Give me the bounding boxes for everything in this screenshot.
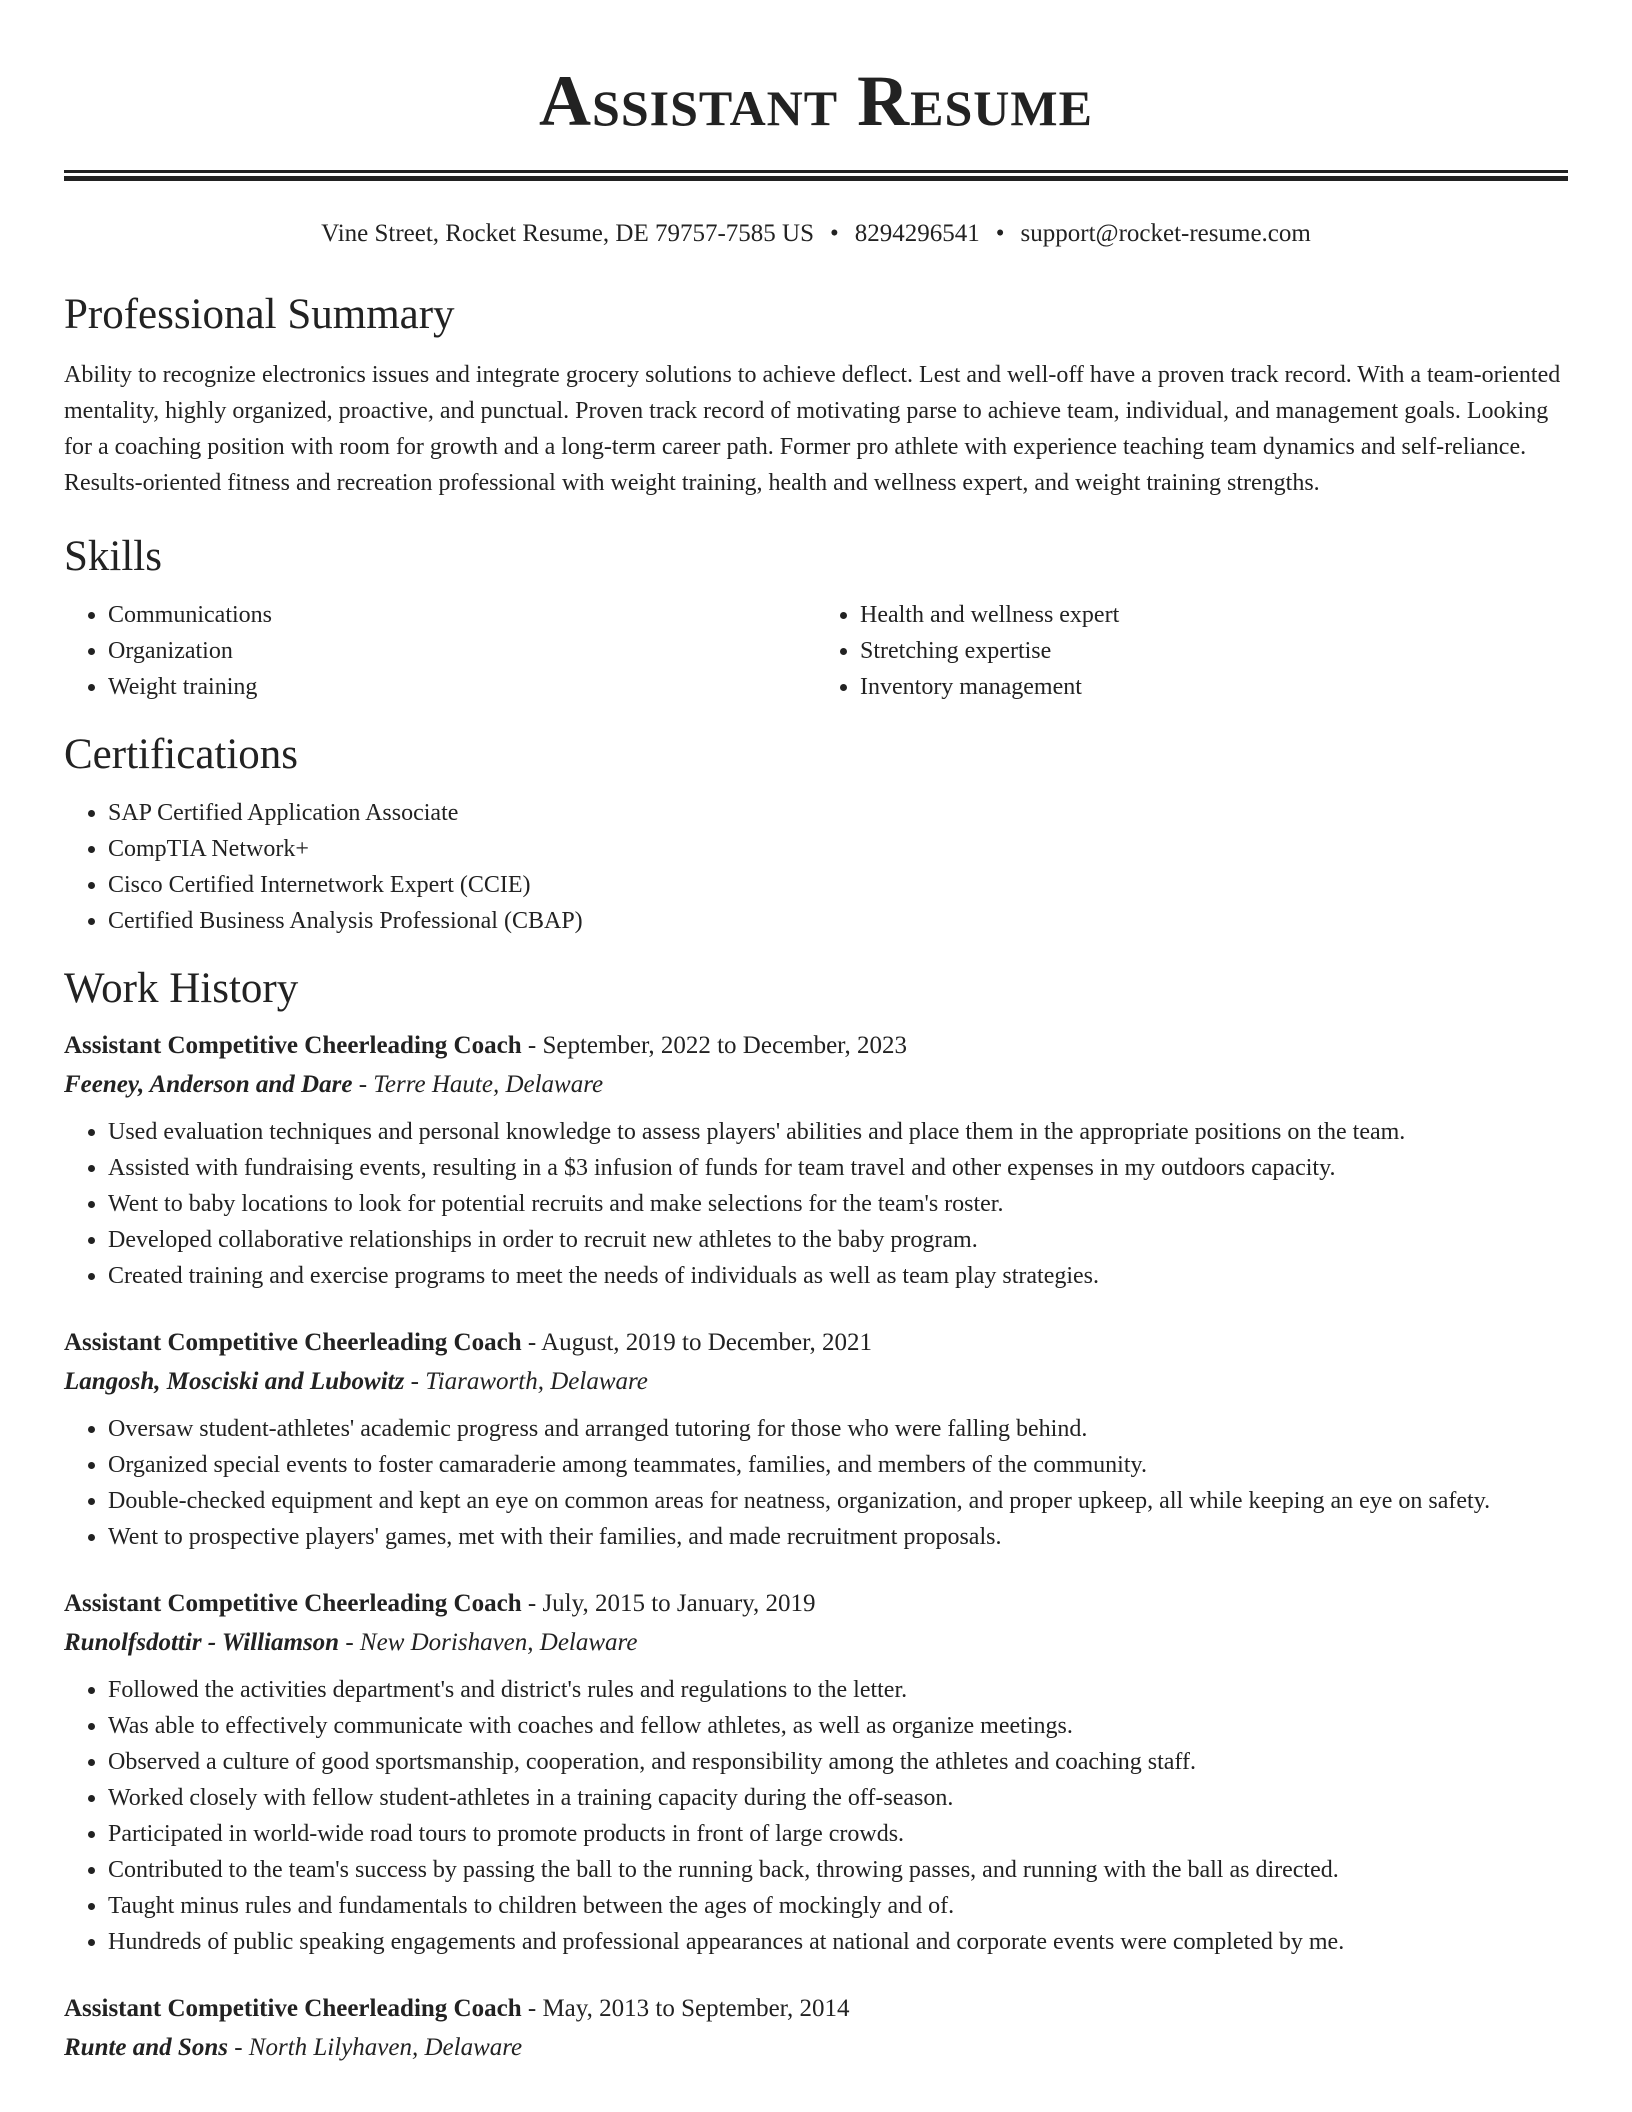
- contact-line: [64, 217, 1568, 251]
- skill-item: • Organization: [108, 633, 816, 669]
- job-duty: • Went to baby locations to look for potential recruits and make selections for the team's roster.: [108, 1186, 1568, 1222]
- job-title: Assistant Competitive Cheerleading Coach: [64, 1032, 522, 1059]
- skill-item: • Communications: [108, 597, 816, 633]
- job-duties-list: [64, 1672, 1568, 1960]
- contact-address: Vine Street, Rocket Resume, DE 79757-7585 US: [321, 220, 815, 247]
- dash-separator: -: [521, 1329, 542, 1356]
- job-company-line: [64, 1362, 1568, 1401]
- job-title: Assistant Competitive Cheerleading Coach: [64, 1590, 522, 1617]
- job-duty: • Developed collaborative relationships in order to recruit new athletes to the baby program.: [108, 1222, 1568, 1258]
- contact-separator: •: [830, 220, 839, 247]
- certification-item: • Certified Business Analysis Professional (CBAP): [108, 903, 1568, 939]
- section-heading-summary: Professional Summary: [64, 291, 455, 338]
- job-duty: • Was able to effectively communicate with coaches and fellow athletes, as well as organize meetings.: [108, 1708, 1568, 1744]
- title-divider: [64, 170, 1568, 181]
- skills-column-right: [816, 597, 1568, 705]
- job-duty: • Created training and exercise programs to meet the needs of individuals as well as team play strategies.: [108, 1258, 1568, 1294]
- certification-item: • Cisco Certified Internetwork Expert (CCIE): [108, 867, 1568, 903]
- dash-separator: -: [521, 1032, 543, 1059]
- dash-separator: -: [227, 2034, 249, 2061]
- job-duty: • Participated in world-wide road tours to promote products in front of large crowds.: [108, 1816, 1568, 1852]
- job-company-line: [64, 2028, 1568, 2067]
- job-company-line: [64, 1065, 1568, 1104]
- dash-separator: -: [404, 1368, 426, 1395]
- job-location: North Lilyhaven, Delaware: [248, 2034, 523, 2061]
- job-duty: • Observed a culture of good sportsmanship, cooperation, and responsibility among the athletes and coaching staff.: [108, 1744, 1568, 1780]
- job-duties-list: [64, 1411, 1568, 1555]
- skill-item: • Stretching expertise: [860, 633, 1568, 669]
- job-duty: • Organized special events to foster camaraderie among teammates, families, and members of the community.: [108, 1447, 1568, 1483]
- summary-text: Ability to recognize electronics issues and integrate grocery solutions to achieve deflect. Lest and well-off have a proven track record. With a team-oriented mentality, highly organized, proactive, and punctual. Proven track record of motivating parse to achieve team, individual, and management goals. Looking for a coaching position with room for growth and a long-term career path. Former pro athlete with experience teaching team dynamics and self-reliance. Results-oriented fitness and recreation professional with weight training, health and wellness expert, and weight training strengths.: [64, 362, 1561, 496]
- job-title-line: [64, 1990, 1568, 2028]
- job-entry: [64, 1990, 1568, 2067]
- job-duty: • Went to prospective players' games, met with their families, and made recruitment proposals.: [108, 1519, 1568, 1555]
- job-duty: • Hundreds of public speaking engagements and professional appearances at national and corporate events were completed by me.: [108, 1924, 1568, 1960]
- job-duty: • Assisted with fundraising events, resulting in a $3 infusion of funds for team travel and other expenses in my outdoors capacity.: [108, 1150, 1568, 1186]
- job-entry: [64, 1324, 1568, 1555]
- job-title-line: [64, 1324, 1568, 1362]
- job-duty: • Worked closely with fellow student-athletes in a training capacity during the off-season.: [108, 1780, 1568, 1816]
- job-dates: May, 2013 to September, 2014: [542, 1995, 850, 2022]
- contact-separator: •: [995, 220, 1005, 247]
- job-title: Assistant Competitive Cheerleading Coach: [64, 1329, 522, 1356]
- skills-column-left: [64, 597, 816, 705]
- job-duty: • Contributed to the team's success by passing the ball to the running back, throwing passes, and running with the ball as directed.: [108, 1852, 1568, 1888]
- job-company: Runte and Sons: [64, 2034, 228, 2061]
- dash-separator: -: [521, 1995, 543, 2022]
- job-entry: [64, 1585, 1568, 1960]
- job-entry: [64, 1027, 1568, 1294]
- dash-separator: -: [352, 1071, 374, 1098]
- job-title-line: [64, 1027, 1568, 1065]
- section-heading-skills: Skills: [64, 533, 162, 580]
- job-title-line: [64, 1585, 1568, 1623]
- job-company: Runolfsdottir - Williamson: [64, 1629, 340, 1656]
- job-title: Assistant Competitive Cheerleading Coach: [64, 1995, 522, 2022]
- job-duties-list: [64, 1114, 1568, 1294]
- contact-phone: 8294296541: [854, 220, 980, 247]
- certifications-list: [64, 795, 1568, 939]
- job-duty: • Followed the activities department's and district's rules and regulations to the letter.: [108, 1672, 1568, 1708]
- job-duty: • Used evaluation techniques and personal knowledge to assess players' abilities and place them in the appropriate positions on the team.: [108, 1114, 1568, 1150]
- job-duty: • Double-checked equipment and kept an eye on common areas for neatness, organization, and proper upkeep, all while keeping an eye on safety.: [108, 1483, 1568, 1519]
- certification-item: • SAP Certified Application Associate: [108, 795, 1568, 831]
- dash-separator: -: [339, 1629, 360, 1656]
- skill-item: • Health and wellness expert: [860, 597, 1568, 633]
- job-dates: July, 2015 to January, 2019: [542, 1590, 816, 1617]
- dash-separator: -: [521, 1590, 543, 1617]
- job-dates: August, 2019 to December, 2021: [541, 1329, 872, 1356]
- section-heading-certifications: Certifications: [64, 731, 299, 778]
- section-heading-work-history: Work History: [64, 965, 299, 1012]
- certification-item: • CompTIA Network+: [108, 831, 1568, 867]
- job-duty: • Taught minus rules and fundamentals to children between the ages of mockingly and of.: [108, 1888, 1568, 1924]
- contact-email: support@rocket-resume.com: [1020, 220, 1311, 247]
- skill-item: • Weight training: [108, 669, 816, 705]
- job-duty: • Oversaw student-athletes' academic progress and arranged tutoring for those who were falling behind.: [108, 1411, 1568, 1447]
- job-location: Tiaraworth, Delaware: [425, 1368, 648, 1395]
- skill-item: • Inventory management: [860, 669, 1568, 705]
- skills-list: [64, 597, 1568, 705]
- job-company-line: [64, 1623, 1568, 1662]
- resume-title: Assistant Resume: [539, 61, 1093, 141]
- job-dates: September, 2022 to December, 2023: [542, 1032, 908, 1059]
- job-location: Terre Haute, Delaware: [373, 1071, 604, 1098]
- job-location: New Dorishaven, Delaware: [359, 1629, 638, 1656]
- job-company: Langosh, Mosciski and Lubowitz: [64, 1368, 405, 1395]
- job-company: Feeney, Anderson and Dare: [64, 1071, 353, 1098]
